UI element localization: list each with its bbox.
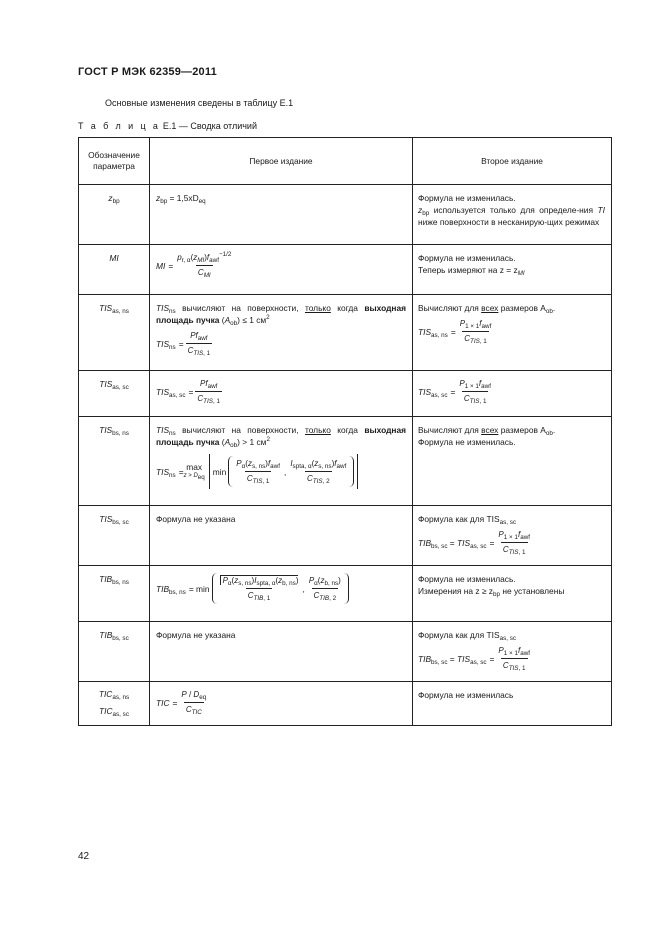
- table-row: [79, 185, 612, 245]
- first-tis-bs-ns: $TIS_{ns}$ вычисляют на поверхности, только когда выходная площадь пучка $(A_{ob}) > 1$ $см^2$ $TIS_{ns}$ = max $z > D_{eq}$ min $P_\alpha(z_{s, ns})f_{awf}$ $C_{TIS, 1}$ , $I_{spta, \alpha}(z_{s, ns})f_{awf}$ $C_{TIS, 2}$: [150, 417, 413, 506]
- second-tis-bs-ns: Вычисляют для всех размеров $A_{ob}$. Формула не изменилась.: [413, 417, 612, 506]
- table-row: [79, 566, 612, 622]
- caption-title: Е.1 — Сводка отличий: [162, 121, 257, 131]
- first-zbp: $z_{bp} = 1,5xD_{eq}$: [150, 185, 413, 245]
- table-row: [79, 682, 612, 726]
- second-tis-as-ns: Вычисляют для всех размеров $A_{ob}$. $TIS_{as, ns}$ = $P_{1 \times 1}f_{awf}$ $C_{TIS, 1}$: [413, 295, 612, 371]
- param-tis-as-sc: $TIS_{as, sc}$: [79, 371, 150, 417]
- document-header: ГОСТ Р МЭК 62359—2011: [78, 66, 217, 78]
- table-row: [79, 622, 612, 682]
- header-param: Обозначение параметра: [79, 138, 150, 185]
- header-first-edition: Первое издание: [150, 138, 413, 185]
- first-tis-as-ns: $TIS_{ns}$ вычисляют на поверхности, только когда выходная площадь пучка $(A_{ob}) \le 1$ $см^2$ $TIS_{ns}$ = $Pf_{awf}$ $C_{TIS, 1}$: [150, 295, 413, 371]
- param-tic: $TIC_{as, ns}$ $TIC_{as, sc}$: [79, 682, 150, 726]
- table-row: [79, 371, 612, 417]
- second-tis-as-sc: $TIS_{as, sc}$ = $P_{1 \times 1}f_{awf}$ $C_{TIS, 1}$: [413, 371, 612, 417]
- table-row: [79, 417, 612, 506]
- first-tis-as-sc: $TIS_{as, sc}$ = $Pf_{awf}$ $C_{TIS, 1}$: [150, 371, 413, 417]
- param-tis-as-ns: $TIS_{as, ns}$: [79, 295, 150, 371]
- first-tib-bs-ns: $TIB_{bs, ns}$ = min $P_\alpha(z_{s, ns})I_{spta, \alpha}(z_{b, ns})$ $C_{TIB, 1}$ , $P_\alpha(z_{b, ns})$ $C_{TIB, 2}$: [150, 566, 413, 622]
- first-tis-bs-sc: Формула не указана: [150, 506, 413, 566]
- param-tib-bs-sc: $TIB_{bs, sc}$: [79, 622, 150, 682]
- table-row: [79, 506, 612, 566]
- param-zbp: $z_{bp}$: [79, 185, 150, 245]
- second-tib-bs-ns: Формула не изменилась. Измерения на $z \ge z_{bp}$ не установлены: [413, 566, 612, 622]
- param-tib-bs-ns: $TIB_{bs, ns}$: [79, 566, 150, 622]
- table-row: [79, 245, 612, 295]
- param-tis-bs-ns: $TIS_{bs, ns}$: [79, 417, 150, 506]
- second-zbp: Формула не изменилась. $z_{bp}$ используется только для определе-ния TI ниже поверхности в несканирую-щих режимах: [413, 185, 612, 245]
- param-tis-bs-sc: $TIS_{bs, sc}$: [79, 506, 150, 566]
- table-caption: [78, 121, 257, 131]
- page-number: 42: [78, 851, 90, 862]
- second-tib-bs-sc: Формула как для $TIS_{as, sc}$ $TIB_{bs, sc} = TIS_{as, sc}$ = $P_{1 \times 1}f_{awf}$ $C_{TIS, 1}$: [413, 622, 612, 682]
- differences-table: [78, 137, 612, 726]
- intro-text: Основные изменения сведены в таблицу Е.1: [105, 98, 294, 108]
- table-header-row: [79, 138, 612, 185]
- header-second-edition: Второе издание: [413, 138, 612, 185]
- first-mi: MI = $p_{r, \alpha}(z_{MI})f_{awf}^{-1/2}$ $C_{MI}$: [150, 245, 413, 295]
- caption-label: Т а б л и ц а: [78, 121, 161, 131]
- second-tic: Формула не изменилась: [413, 682, 612, 726]
- first-tib-bs-sc: Формула не указана: [150, 622, 413, 682]
- param-mi: MI: [79, 245, 150, 295]
- first-tic: TIC = P / $D_{eq}$ $C_{TIC}$: [150, 682, 413, 726]
- table-row: [79, 295, 612, 371]
- second-mi: Формула не изменилась. Теперь измеряют на $z = z_{MI}$: [413, 245, 612, 295]
- second-tis-bs-sc: Формула как для $TIS_{as, sc}$ $TIB_{bs, sc} = TIS_{as, sc}$ = $P_{1 \times 1}f_{awf}$ $C_{TIS, 1}$: [413, 506, 612, 566]
